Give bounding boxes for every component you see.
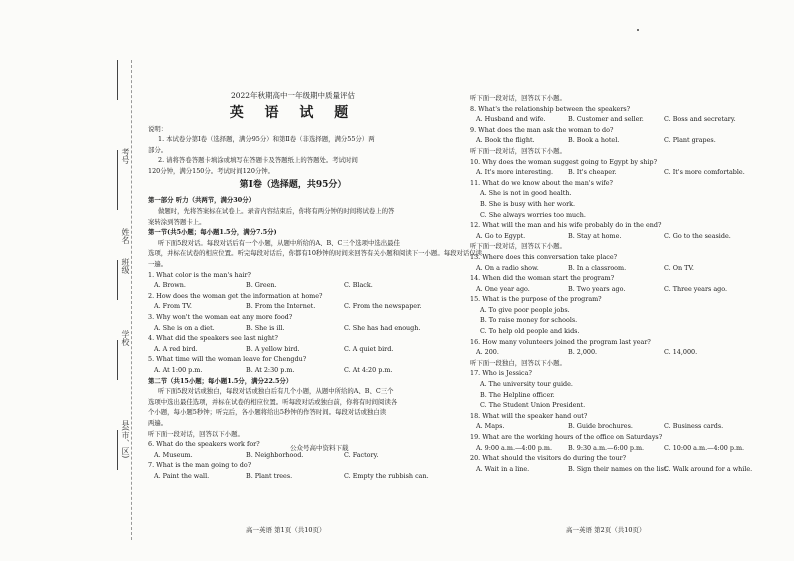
option-c: C. Go to the seaside. bbox=[664, 231, 731, 240]
option-a: A. 9:00 a.m.—4:00 p.m. bbox=[476, 443, 552, 452]
option-b: B. She is ill. bbox=[246, 323, 285, 332]
options-row bbox=[470, 286, 760, 297]
question-20: 20. What should the visitors do during the tour? bbox=[470, 454, 627, 463]
option-a: A. Book the flight. bbox=[476, 136, 535, 145]
sec2-intro: 选项中选出最佳选项，并标在试卷的相应位置。听每段对话或独白前，你将有时间阅读各 bbox=[148, 397, 398, 406]
option-c: C. On TV. bbox=[664, 263, 694, 272]
right-question: 9. What does the man ask the woman to do? bbox=[470, 125, 614, 134]
option-a: A. Maps. bbox=[476, 422, 505, 431]
option-b: B. Plant trees. bbox=[246, 471, 293, 480]
left-question: 4. What did the speakers see last night? bbox=[148, 334, 278, 343]
option-c: C. 10:00 a.m.—4:00 p.m. bbox=[664, 443, 745, 452]
left-question: 5. What time will the woman leave for Chengdu? bbox=[148, 355, 307, 364]
option-line: B. The Helpline officer. bbox=[480, 390, 555, 399]
option-c: C. Three years ago. bbox=[664, 284, 727, 293]
instruction-line: 120分钟，满分150分。考试时间120分钟。 bbox=[148, 166, 275, 175]
option-b: B. A yellow bird. bbox=[246, 344, 300, 353]
options-row bbox=[148, 452, 438, 463]
options-row bbox=[470, 233, 760, 244]
options-row bbox=[148, 473, 438, 484]
option-line: A. To give poor people jobs. bbox=[480, 305, 570, 314]
binding-label-name: 姓名 bbox=[121, 228, 130, 244]
options-row bbox=[470, 116, 760, 127]
option-c: C. Factory. bbox=[344, 450, 379, 459]
option-a: A. Husband and wife. bbox=[476, 115, 546, 124]
option-a: A. She is on a diet. bbox=[154, 323, 215, 332]
option-c: C. She has had enough. bbox=[344, 323, 421, 332]
option-b: B. Sign their names on the list. bbox=[568, 464, 669, 473]
option-b: B. 2,000. bbox=[568, 348, 598, 357]
listen-instruction: 听下面一段对话，回答以下小题。 bbox=[148, 429, 244, 438]
option-b: B. It's cheaper. bbox=[568, 168, 617, 177]
part-title: 第一部分 听力（共两节，满分30分） bbox=[148, 196, 255, 205]
option-a: A. One year ago. bbox=[476, 284, 530, 293]
option-a: A. It's more interesting. bbox=[476, 168, 554, 177]
part-intro: 做题时，先将答案标在试卷上。录音内容结束后，你将有两分钟的时间将试卷上的答 bbox=[158, 207, 395, 216]
option-b: B. 9:30 a.m.—6:00 p.m. bbox=[568, 443, 645, 452]
binding-label-county: 县(市、区) bbox=[121, 420, 130, 459]
page-footer-left: 高一英语 第1页（共10页） bbox=[246, 526, 326, 534]
option-c: C. Business cards. bbox=[664, 422, 724, 431]
left-question: 1. What color is the man's hair? bbox=[148, 270, 251, 279]
option-line: C. She always worries too much. bbox=[480, 210, 586, 219]
option-b: B. Guide brochures. bbox=[568, 422, 633, 431]
binding-label-school: 学校 bbox=[121, 330, 130, 346]
page-footer-right: 高一英语 第2页（共10页） bbox=[566, 526, 646, 534]
option-a: A. At 1:00 p.m. bbox=[154, 365, 203, 374]
option-c: C. It's more comfortable. bbox=[664, 168, 745, 177]
options-row bbox=[470, 137, 760, 148]
sec1-title: 第一节(共5小题；每小题1.5分，满分7.5分) bbox=[148, 228, 277, 237]
option-a: A. 200. bbox=[476, 348, 499, 357]
part-intro: 案转涂到答题卡上。 bbox=[148, 217, 206, 226]
binding-label-exam-no: 考号 bbox=[121, 148, 130, 164]
option-line: C. To help old people and kids. bbox=[480, 327, 580, 336]
instructions-label: 说明： bbox=[148, 124, 168, 133]
sec2-intro: 个小题，每小题5秒钟；听完后，各小题将给出5秒钟的作答时间。每段对话或独白读 bbox=[148, 408, 387, 417]
watermark-text: 公众号高中资料下载 bbox=[290, 444, 349, 452]
question-12: 12. What will the man and his wife probably do in the end? bbox=[470, 221, 662, 230]
option-a: A. Brown. bbox=[154, 281, 186, 290]
option-a: A. Paint the wall. bbox=[154, 471, 210, 480]
sec2-intro: 听下面5段对话或独白，每段对话或独白后有几个小题，从题中所给的A、B、C三个 bbox=[158, 387, 394, 396]
sec1-intro: 一遍。 bbox=[148, 260, 168, 269]
option-line: A. She is not in good health. bbox=[480, 189, 572, 198]
options-row bbox=[470, 423, 760, 434]
option-line: B. To raise money for schools. bbox=[480, 316, 578, 325]
option-c: C. Plant grapes. bbox=[664, 136, 716, 145]
options-row bbox=[470, 169, 760, 180]
sec1-intro: 听下面5段对话。每段对话后有一个小题，从题中所给的A、B、C三个选项中选出最佳 bbox=[158, 238, 400, 247]
options-row bbox=[470, 466, 760, 477]
option-line: B. She is busy with her work. bbox=[480, 199, 576, 208]
listen-instruction: 听下面一段对话，回答以下小题。 bbox=[470, 146, 566, 155]
option-a: A. From TV. bbox=[154, 302, 192, 311]
option-b: B. Book a hotel. bbox=[568, 136, 620, 145]
option-b: B. Two years ago. bbox=[568, 284, 626, 293]
instruction-line: 2. 请将答卷答题卡填涂或填写在答题卡及答题纸上的答题处。考试时间 bbox=[158, 156, 358, 165]
sec2-title: 第二节（共15小题；每小题1.5分，满分22.5分） bbox=[148, 376, 293, 385]
instruction-line: 1. 本试卷分第Ⅰ卷（选择题，满分95分）和第Ⅱ卷（非选择题，满分55分）两 bbox=[158, 135, 375, 144]
listen-instruction: 听下面一段独白，回答以下小题。 bbox=[470, 358, 566, 367]
option-c: C. From the newspaper. bbox=[344, 302, 422, 311]
options-row bbox=[470, 349, 760, 360]
option-c: C. A quiet bird. bbox=[344, 344, 394, 353]
question-11: 11. What do we know about the man's wife? bbox=[470, 178, 613, 187]
option-c: C. Black. bbox=[344, 281, 373, 290]
listen-instruction: 听下面一段对话，回答以下小题。 bbox=[470, 94, 566, 102]
listen-instruction: 听下面一段对话，回答以下小题。 bbox=[470, 242, 566, 251]
right-question: 8. What's the relationship between the speakers? bbox=[470, 104, 631, 113]
question-18: 18. What will the speaker hand out? bbox=[470, 411, 588, 420]
options-row bbox=[148, 367, 438, 378]
option-c: C. Boss and secretary. bbox=[664, 115, 736, 124]
option-c: C. Walk around for a while. bbox=[664, 464, 753, 473]
section-heading: 第Ⅰ卷（选择题，共95分） bbox=[239, 180, 347, 191]
options-row bbox=[470, 445, 760, 456]
option-c: C. At 4:20 p.m. bbox=[344, 365, 393, 374]
left-column bbox=[148, 91, 483, 484]
options-row bbox=[148, 346, 438, 357]
left-question: 2. How does the woman get the information at home? bbox=[148, 291, 323, 300]
option-a: A. A red bird. bbox=[154, 344, 198, 353]
question-19: 19. What are the working hours of the office on Saturdays? bbox=[470, 433, 663, 441]
binding-strip bbox=[86, 40, 146, 540]
left-question: 6. What do the speakers work for? bbox=[148, 440, 260, 449]
exam-title: 英 语 试 题 bbox=[229, 104, 357, 121]
option-b: B. At 2:30 p.m. bbox=[246, 365, 295, 374]
option-c: C. 14,000. bbox=[664, 348, 698, 357]
question-17: 17. Who is Jessica? bbox=[470, 369, 532, 378]
question-15: 15. What is the purpose of the program? bbox=[470, 295, 602, 304]
option-a: A. Go to Egypt. bbox=[476, 231, 526, 240]
sec2-intro: 两遍。 bbox=[148, 418, 168, 427]
option-a: A. Wait in a line. bbox=[476, 464, 530, 473]
option-c: C. Empty the rubbish can. bbox=[344, 471, 429, 480]
options-row bbox=[148, 282, 438, 293]
option-b: B. In a classroom. bbox=[568, 263, 627, 272]
option-b: B. Neighborhood. bbox=[246, 450, 304, 459]
options-row bbox=[148, 325, 438, 336]
option-b: B. Customer and seller. bbox=[568, 115, 644, 124]
sec1-intro: 选项，并标在试卷的相应位置。听完每段对话后，你都有10秒钟的时间来回答有关小题和阅读下一小题。每段对话仅读 bbox=[148, 249, 483, 258]
option-b: B. Green. bbox=[246, 281, 277, 290]
right-column bbox=[470, 95, 760, 476]
question-16: 16. How many volunteers joined the program last year? bbox=[470, 337, 651, 346]
option-line: C. The Student Union President. bbox=[480, 401, 586, 410]
options-row bbox=[148, 303, 438, 314]
option-b: B. Stay at home. bbox=[568, 231, 622, 240]
left-question: 3. Why won't the woman eat any more food? bbox=[148, 313, 293, 321]
question-13: 13. Where does this conversation take place? bbox=[470, 252, 618, 261]
option-line: A. The university tour guide. bbox=[480, 380, 573, 389]
options-row bbox=[470, 265, 760, 276]
right-question: 10. Why does the woman suggest going to Egypt by ship? bbox=[470, 157, 658, 166]
binding-label-class: 班级 bbox=[121, 258, 130, 274]
left-question: 7. What is the man going to do? bbox=[148, 461, 252, 470]
scan-speck bbox=[637, 29, 639, 31]
question-14: 14. When did the woman start the program? bbox=[470, 274, 615, 283]
option-a: A. On a radio show. bbox=[476, 263, 539, 272]
instruction-line: 部分。 bbox=[148, 145, 168, 154]
option-a: A. Museum. bbox=[154, 450, 193, 459]
option-b: B. From the Internet. bbox=[246, 302, 316, 311]
exam-subtitle: 2022年秋期高中一年级期中质量评估 bbox=[230, 91, 356, 100]
